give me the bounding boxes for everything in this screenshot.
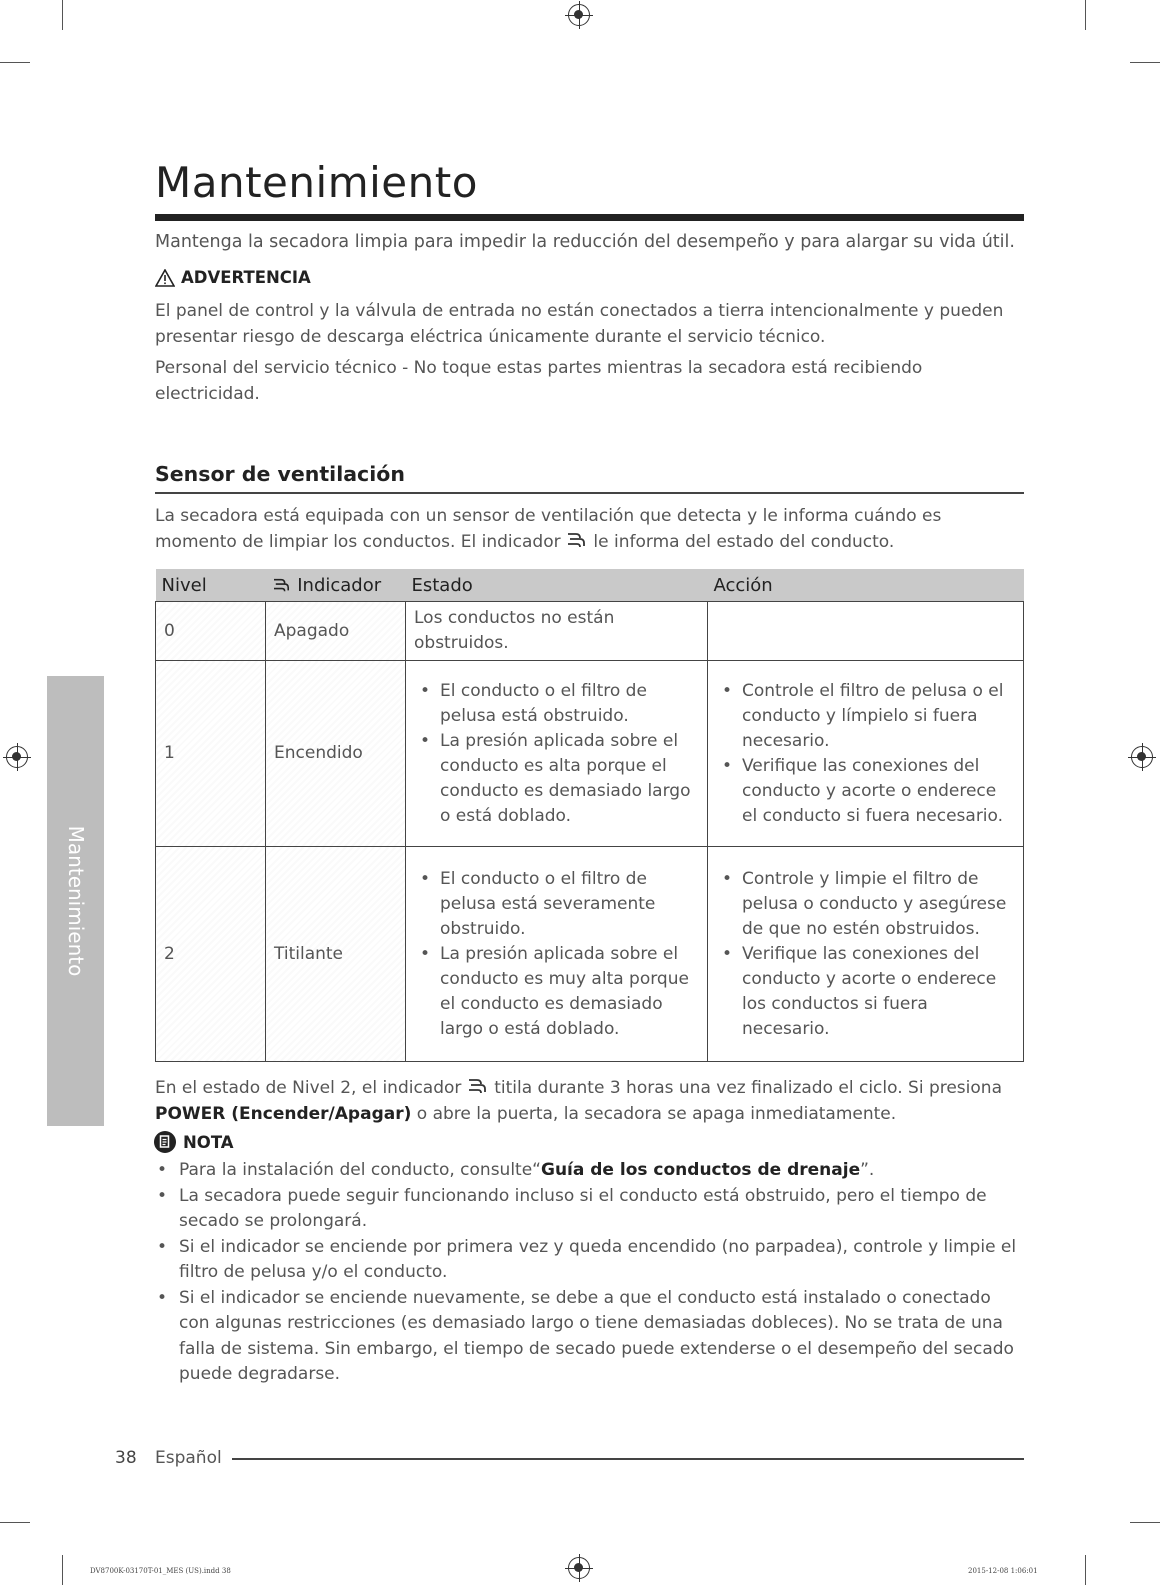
power-button-label: POWER (Encender/Apagar) — [155, 1104, 412, 1124]
list-item: • Controle y limpie el filtro de pelusa o conducto y asegúrese de que no estén obstruidos. — [742, 867, 1015, 942]
cell-action — [708, 602, 1024, 661]
cell-indicator: Titilante — [266, 847, 406, 1062]
note-reference: Guía de los conductos de drenaje — [540, 1160, 861, 1180]
side-tab-label: Mantenimiento — [63, 825, 88, 977]
list-item: • Verifique las conexiones del conducto y acorte o enderece el conducto si fuera necesario. — [742, 754, 1015, 829]
note-label: NOTA — [183, 1132, 234, 1152]
level2-note: En el estado de Nivel 2, el indicador titila durante 3 horas una vez finalizado el ciclo. Si presiona POWER (Encender/Apagar) o abre la puerta, la secadora se apaga inmediatamente. — [155, 1078, 1002, 1124]
registration-mark-icon — [1131, 746, 1153, 768]
warning-paragraph-2: Personal del servicio técnico - No toque estas partes mientras la secadora está recibiendo electricidad. — [155, 358, 923, 404]
list-item: • Si el indicador se enciende nuevamente, se debe a que el conducto está instalado o conectado con algunas restricciones (es demasiado largo o tiene demasiadas dobleces). No se trata de una falla de sistema. Sin embargo, el tiempo de secado puede extenderse o el desempeño del secado puede degradarse. — [155, 1286, 1025, 1388]
crop-mark — [62, 1555, 63, 1585]
crop-mark — [1130, 1522, 1160, 1523]
footer-language: Español — [155, 1448, 222, 1468]
section-rule — [155, 492, 1024, 494]
crop-mark — [62, 0, 63, 30]
registration-mark-icon — [568, 4, 590, 26]
cell-action — [708, 661, 1024, 847]
warning-label: ADVERTENCIA — [181, 268, 311, 287]
table-row — [156, 847, 1024, 1062]
list-item: • Verifique las conexiones del conducto y acorte o enderece los conductos si fuera necesario. — [742, 942, 1015, 1042]
cell-indicator: Apagado — [266, 602, 406, 661]
chapter-side-tab — [47, 676, 104, 1126]
print-slug-file: DV8700K-03170T-01_MES (US).indd 38 — [90, 1567, 231, 1575]
crop-mark — [1085, 1555, 1086, 1585]
table-row — [156, 661, 1024, 847]
list-item: • El conducto o el filtro de pelusa está severamente obstruido. — [440, 867, 699, 942]
note-icon — [153, 1130, 177, 1154]
crop-mark — [0, 62, 30, 63]
page-number: 38 — [115, 1448, 137, 1468]
cell-state — [406, 847, 708, 1062]
note-list — [155, 1158, 1025, 1388]
section-intro — [155, 503, 1015, 555]
list-item: • Para la instalación del conducto, consulte“Guía de los conductos de drenaje”. — [155, 1158, 1025, 1184]
cell-level: 2 — [156, 847, 266, 1062]
cell-indicator: Encendido — [266, 661, 406, 847]
header-state: Estado — [406, 569, 708, 602]
list-item: • El conducto o el filtro de pelusa está obstruido. — [440, 679, 699, 729]
vent-sensor-table — [155, 569, 1024, 1062]
table-row — [156, 602, 1024, 661]
header-level: Nivel — [156, 569, 266, 602]
title-rule — [155, 214, 1024, 221]
header-indicator: Indicador — [266, 569, 406, 602]
list-item: • Controle el filtro de pelusa o el conducto y límpielo si fuera necesario. — [742, 679, 1015, 754]
section-title: Sensor de ventilación — [155, 462, 405, 486]
vent-sensor-icon — [467, 1077, 489, 1095]
crop-mark — [1085, 0, 1086, 30]
warning-heading — [155, 268, 311, 287]
vent-sensor-icon — [272, 577, 292, 593]
table-header-row — [156, 569, 1024, 602]
registration-mark-icon — [6, 746, 28, 768]
cell-state: Los conductos no están obstruidos. — [406, 602, 708, 661]
registration-mark-icon — [568, 1557, 590, 1579]
list-item: • La presión aplicada sobre el conducto es alta porque el conducto es demasiado largo o está doblado. — [440, 729, 699, 829]
cell-level: 0 — [156, 602, 266, 661]
vent-sensor-icon — [566, 531, 588, 549]
list-item: • La presión aplicada sobre el conducto es muy alta porque el conducto es demasiado largo o está doblado. — [440, 942, 699, 1042]
note-heading — [153, 1130, 234, 1154]
footer-rule — [232, 1458, 1024, 1460]
section-intro-b: le informa del estado del conducto. — [593, 532, 895, 552]
warning-triangle-icon — [155, 269, 175, 287]
cell-state — [406, 661, 708, 847]
list-item: • Si el indicador se enciende por primera vez y queda encendido (no parpadea), controle y limpie el filtro de pelusa y/o el conducto. — [155, 1235, 1025, 1286]
section-intro-a: La secadora está equipada con un sensor de ventilación que detecta y le informa cuándo es momento de limpiar los conductos. El indicador — [155, 506, 942, 552]
crop-mark — [0, 1522, 30, 1523]
intro-text: Mantenga la secadora limpia para impedir la reducción del desempeño y para alargar su vida útil. — [155, 232, 1015, 252]
list-item: • La secadora puede seguir funcionando incluso si el conducto está obstruido, pero el tiempo de secado se prolongará. — [155, 1184, 1025, 1235]
print-slug-date: 2015-12-08 1:06:01 — [968, 1567, 1038, 1575]
cell-action — [708, 847, 1024, 1062]
warning-paragraph-1: El panel de control y la válvula de entrada no están conectados a tierra intencionalmente y pueden presentar riesgo de descarga eléctrica únicamente durante el servicio técnico. — [155, 301, 1004, 347]
header-action: Acción — [708, 569, 1024, 602]
crop-mark — [1130, 62, 1160, 63]
page-title: Mantenimiento — [155, 158, 478, 207]
cell-level: 1 — [156, 661, 266, 847]
